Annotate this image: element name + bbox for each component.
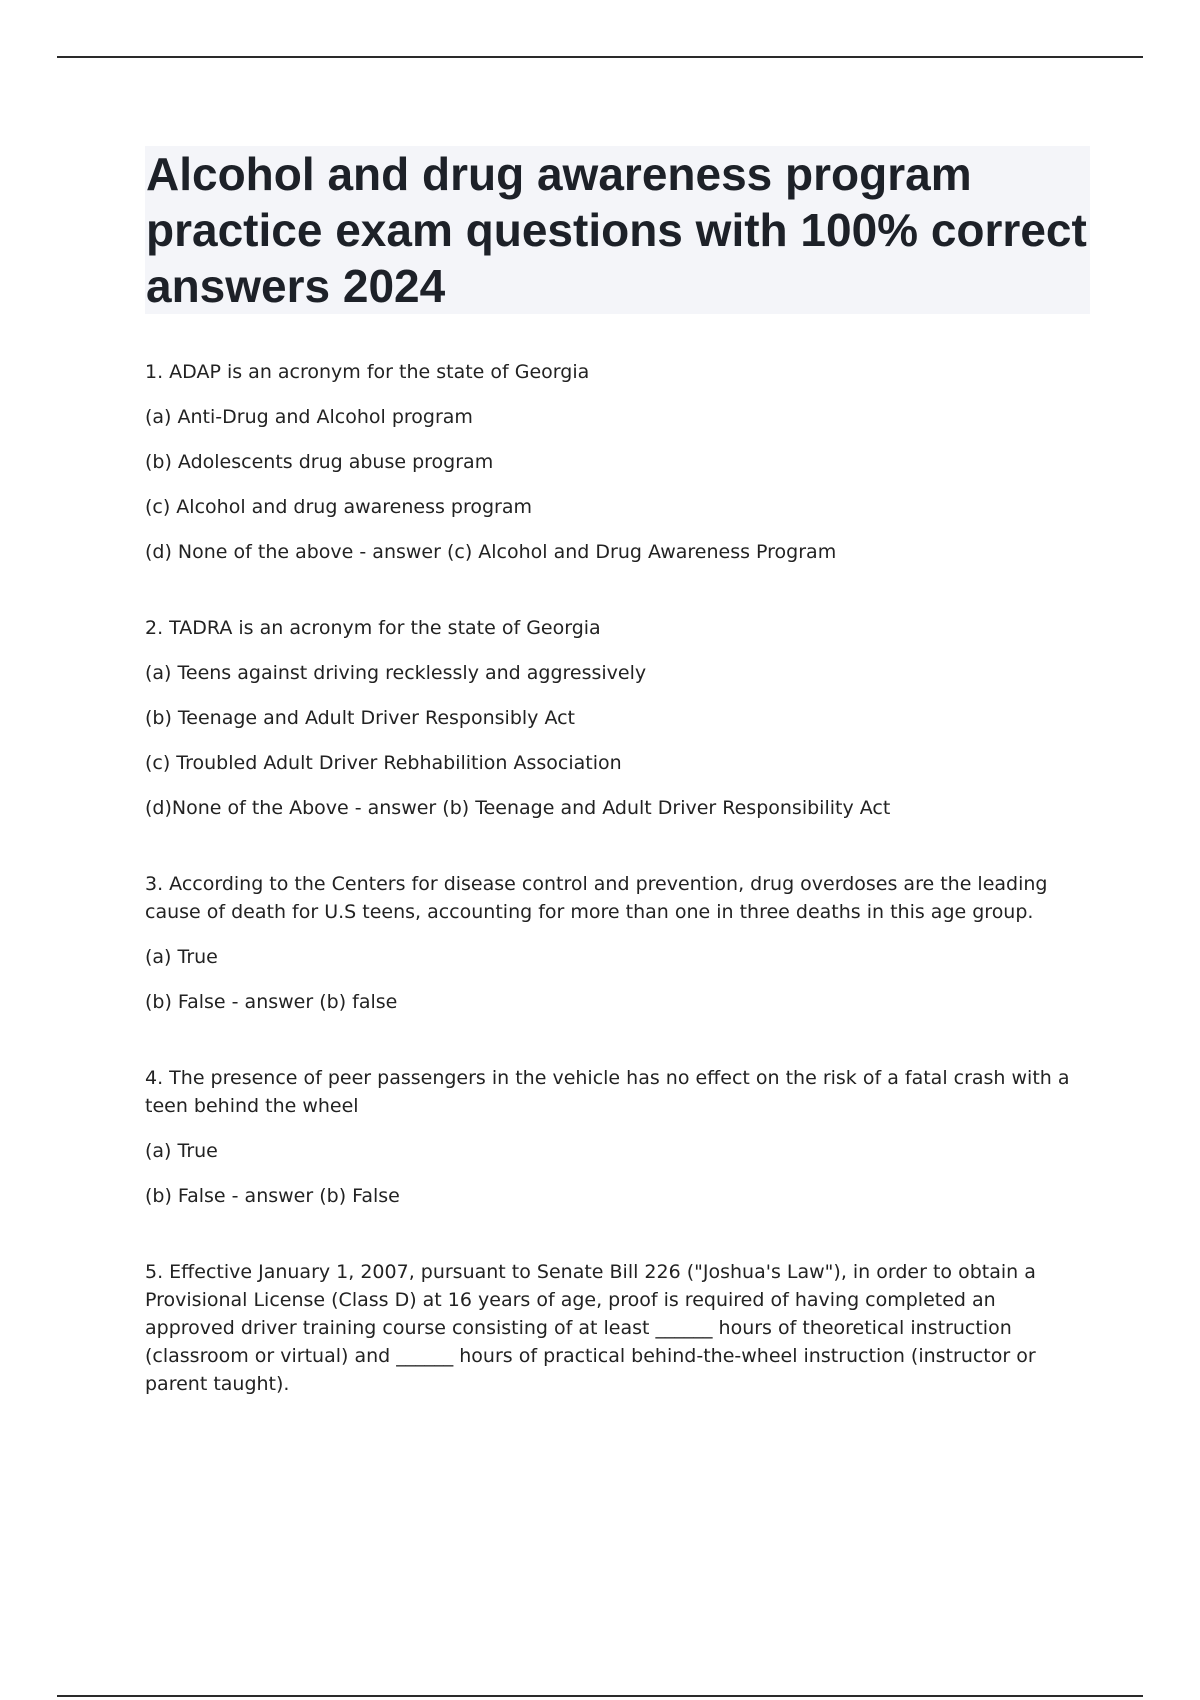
answer-option: (b) False - answer (b) false [145, 991, 398, 1013]
answer-option: (a) Teens against driving recklessly and aggressively [145, 662, 647, 684]
question-text: 2. TADRA is an acronym for the state of Georgia [145, 617, 601, 639]
question-text: 5. Effective January 1, 2007, pursuant to Senate Bill 226 ("Joshua's Law"), in order to obtain a Provisional License (Class D) at 16 years of age, proof is required of having completed an approved driver training course consisting of at least ______ hours of theoretical instruction (classroom or virtual) and ______ hours of practical behind-the-wheel instruction (instructor or parent taught). [145, 1261, 1036, 1395]
question-4 [145, 1064, 1090, 1210]
bottom-rule [57, 1695, 1143, 1697]
question-5 [145, 1258, 1090, 1398]
answer-option: (d) None of the above - answer (c) Alcohol and Drug Awareness Program [145, 541, 837, 563]
document-title: Alcohol and drug awareness program practice exam questions with 100% correct answers 2024 [146, 148, 1087, 312]
answer-option: (c) Alcohol and drug awareness program [145, 496, 533, 518]
question-2 [145, 614, 1090, 822]
question-text: 1. ADAP is an acronym for the state of Georgia [145, 361, 590, 383]
question-text: 3. According to the Centers for disease control and prevention, drug overdoses are the leading cause of death for U.S teens, accounting for more than one in three deaths in this age group. [145, 873, 1048, 923]
question-text: 4. The presence of peer passengers in the vehicle has no effect on the risk of a fatal crash with a teen behind the wheel [145, 1067, 1070, 1117]
answer-option: (b) False - answer (b) False [145, 1185, 400, 1207]
answer-option: (a) Anti-Drug and Alcohol program [145, 406, 473, 428]
question-3 [145, 870, 1090, 1016]
top-rule [57, 56, 1143, 58]
answer-option: (b) Adolescents drug abuse program [145, 451, 494, 473]
answer-option: (a) True [145, 946, 218, 968]
title-banner [145, 146, 1090, 314]
answer-option: (d)None of the Above - answer (b) Teenage and Adult Driver Responsibility Act [145, 797, 891, 819]
answer-option: (c) Troubled Adult Driver Rebhabilition Association [145, 752, 622, 774]
question-list [145, 358, 1090, 1446]
answer-option: (a) True [145, 1140, 218, 1162]
answer-option: (b) Teenage and Adult Driver Responsibly Act [145, 707, 576, 729]
question-1 [145, 358, 1090, 566]
